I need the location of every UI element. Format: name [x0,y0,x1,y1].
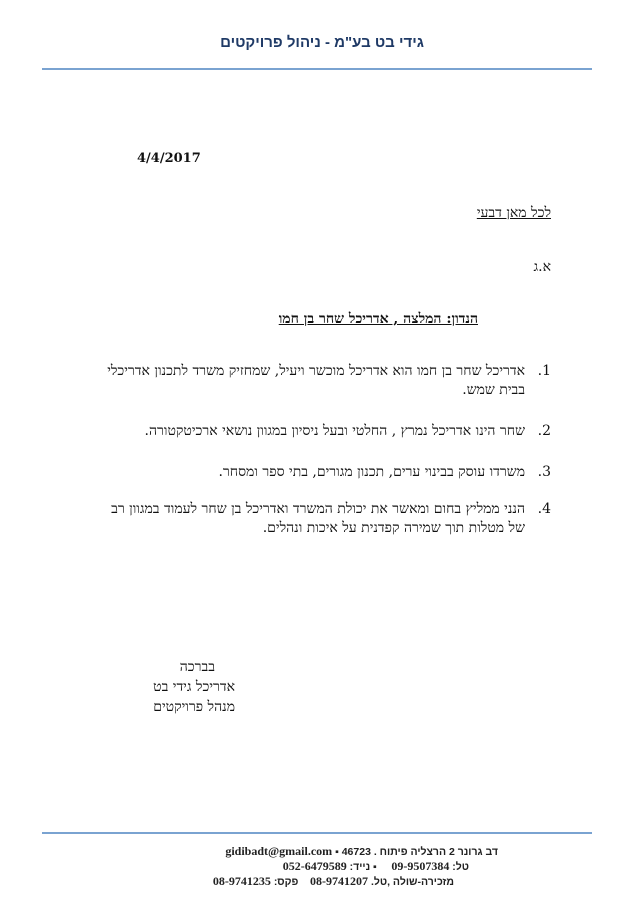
list-item-number: 4. [537,501,551,517]
signer-title: מנהל פרויקטים [153,699,235,715]
closing-greeting: בברכה [179,659,215,675]
letterhead-title: גידי בט בע"מ - ניהול פרויקטים [220,34,424,51]
letter-recipient: לכל מאן דבעי [476,205,551,221]
footer-secretary-phone: 08-9741207 [310,874,369,888]
list-item-number: 1. [537,363,551,379]
letter-salutation: א.ג [533,259,551,275]
list-item [91,362,551,400]
recommendation-list [91,362,551,560]
list-item-text: שחר הינו אדריכל נמרץ , החלטי ובעל ניסיון במגוון נושאי ארכיטקטורה. [144,423,525,439]
signer-name: אדריכל גידי בט [153,679,235,695]
footer-phone: 09-9507384 [391,859,450,873]
list-item [91,463,551,482]
footer-phone-label: טל: [452,861,469,873]
list-item-text: משרדו עוסק בבינוי ערים, תכנון מגורים, בתי ספר ומסחר. [218,464,525,480]
footer-mobile: 052-6479589 [282,859,347,873]
footer-divider [42,832,592,834]
footer-mobile-label: ▪ נייד: [349,861,377,873]
footer-fax-label: פקס: [273,876,299,888]
list-item [91,500,551,538]
list-item-number: 3. [537,464,551,480]
letter-subject: הנדון: המלצה , אדריכל שחר בן חמו [278,311,478,327]
footer-address: דב גרונר 2 הרצליה פיתוח . 46723 ▪ [335,846,498,858]
footer-line-phones [283,859,469,874]
footer-secretary: מזכירה-שולה ,טל. [370,876,454,888]
list-item-text: הנני ממליץ בחום ומאשר את יכולת המשרד ואדריכל בן שחר לעמוד במגוון רב של מטלות תוך שמירה קפדנית על איכות ונהלים. [111,501,525,536]
list-item [91,422,551,441]
letterhead-divider [42,68,592,70]
footer-fax: 08-9741235 [212,874,271,888]
signature-block [120,657,235,717]
letter-date: 4/4/2017 [137,151,201,166]
footer-email[interactable]: gidibadt@gmail.com [225,844,333,858]
list-item-text: אדריכל שחר בן חמו הוא אדריכל מוכשר ויעיל, שמחזיק משרד לתכנון אדריכלי בבית שמש. [107,363,525,398]
footer-line-secretary [213,874,454,889]
footer-line-address [225,844,498,859]
list-item-number: 2. [537,423,551,439]
